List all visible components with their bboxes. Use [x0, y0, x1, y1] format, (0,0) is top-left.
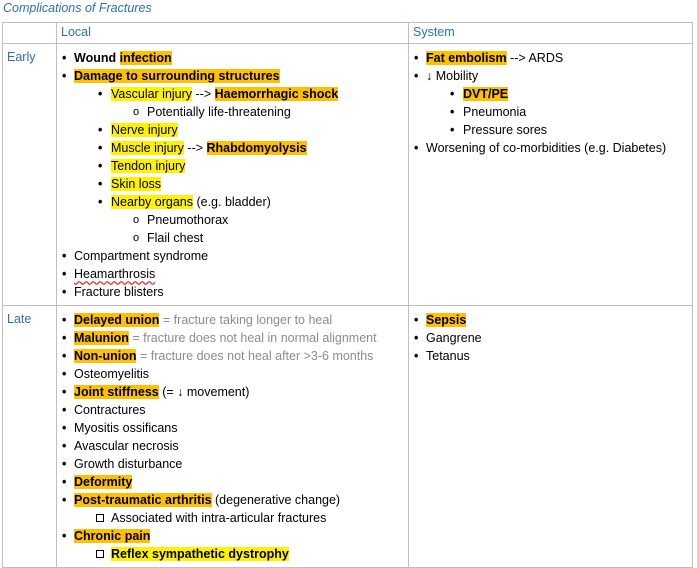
list-item: o Pneumothorax [57, 211, 408, 229]
list-item: • Damage to surrounding structures [57, 67, 408, 85]
list-item: • Tendon injury [57, 157, 408, 175]
header-local: Local [57, 23, 409, 44]
list-item: • Delayed union = fracture taking longer to heal [57, 311, 408, 329]
list-item: • Contractures [57, 401, 408, 419]
list-item: • Chronic pain [57, 527, 408, 545]
list-item: • Worsening of co-morbidities (e.g. Diabetes) [409, 139, 692, 157]
list-item: • Osteomyelitis [57, 365, 408, 383]
page-title: Complications of Fractures [3, 1, 152, 15]
list-item: • ↓ Mobility [409, 67, 692, 85]
list-item: • Skin loss [57, 175, 408, 193]
list-item: • Pressure sores [409, 121, 692, 139]
list-item: Reflex sympathetic dystrophy [57, 545, 408, 563]
list-item: • Post-traumatic arthritis (degenerative change) [57, 491, 408, 509]
complications-table [2, 22, 693, 568]
list-item: • Growth disturbance [57, 455, 408, 473]
late-system-cell [409, 306, 693, 568]
list-item: • Non-union = fracture does not heal after >3-6 months [57, 347, 408, 365]
early-row [3, 44, 693, 306]
row-label-late: Late [3, 306, 57, 568]
list-item: • Wound infection [57, 49, 408, 67]
list-item: • Myositis ossificans [57, 419, 408, 437]
list-item: • Sepsis [409, 311, 692, 329]
list-item: • DVT/PE [409, 85, 692, 103]
header-empty [3, 23, 57, 44]
list-item: • Malunion = fracture does not heal in normal alignment [57, 329, 408, 347]
list-item: • Tetanus [409, 347, 692, 365]
list-item: • Muscle injury --> Rhabdomyolysis [57, 139, 408, 157]
list-item: o Potentially life-threatening [57, 103, 408, 121]
list-item: • Nerve injury [57, 121, 408, 139]
list-item: • Fat embolism --> ARDS [409, 49, 692, 67]
list-item: • Gangrene [409, 329, 692, 347]
list-item: • Avascular necrosis [57, 437, 408, 455]
list-item: Associated with intra-articular fractures [57, 509, 408, 527]
late-row [3, 306, 693, 568]
list-item: • Heamarthrosis [57, 265, 408, 283]
header-system: System [409, 23, 693, 44]
late-local-cell [57, 306, 409, 568]
list-item: o Flail chest [57, 229, 408, 247]
list-item: • Compartment syndrome [57, 247, 408, 265]
list-item: • Nearby organs (e.g. bladder) [57, 193, 408, 211]
early-system-cell [409, 44, 693, 306]
early-local-cell [57, 44, 409, 306]
row-label-early: Early [3, 44, 57, 306]
list-item: • Fracture blisters [57, 283, 408, 301]
list-item: • Joint stiffness (= ↓ movement) [57, 383, 408, 401]
list-item: • Pneumonia [409, 103, 692, 121]
list-item: • Deformity [57, 473, 408, 491]
list-item: • Vascular injury --> Haemorrhagic shock [57, 85, 408, 103]
header-row [3, 23, 693, 44]
